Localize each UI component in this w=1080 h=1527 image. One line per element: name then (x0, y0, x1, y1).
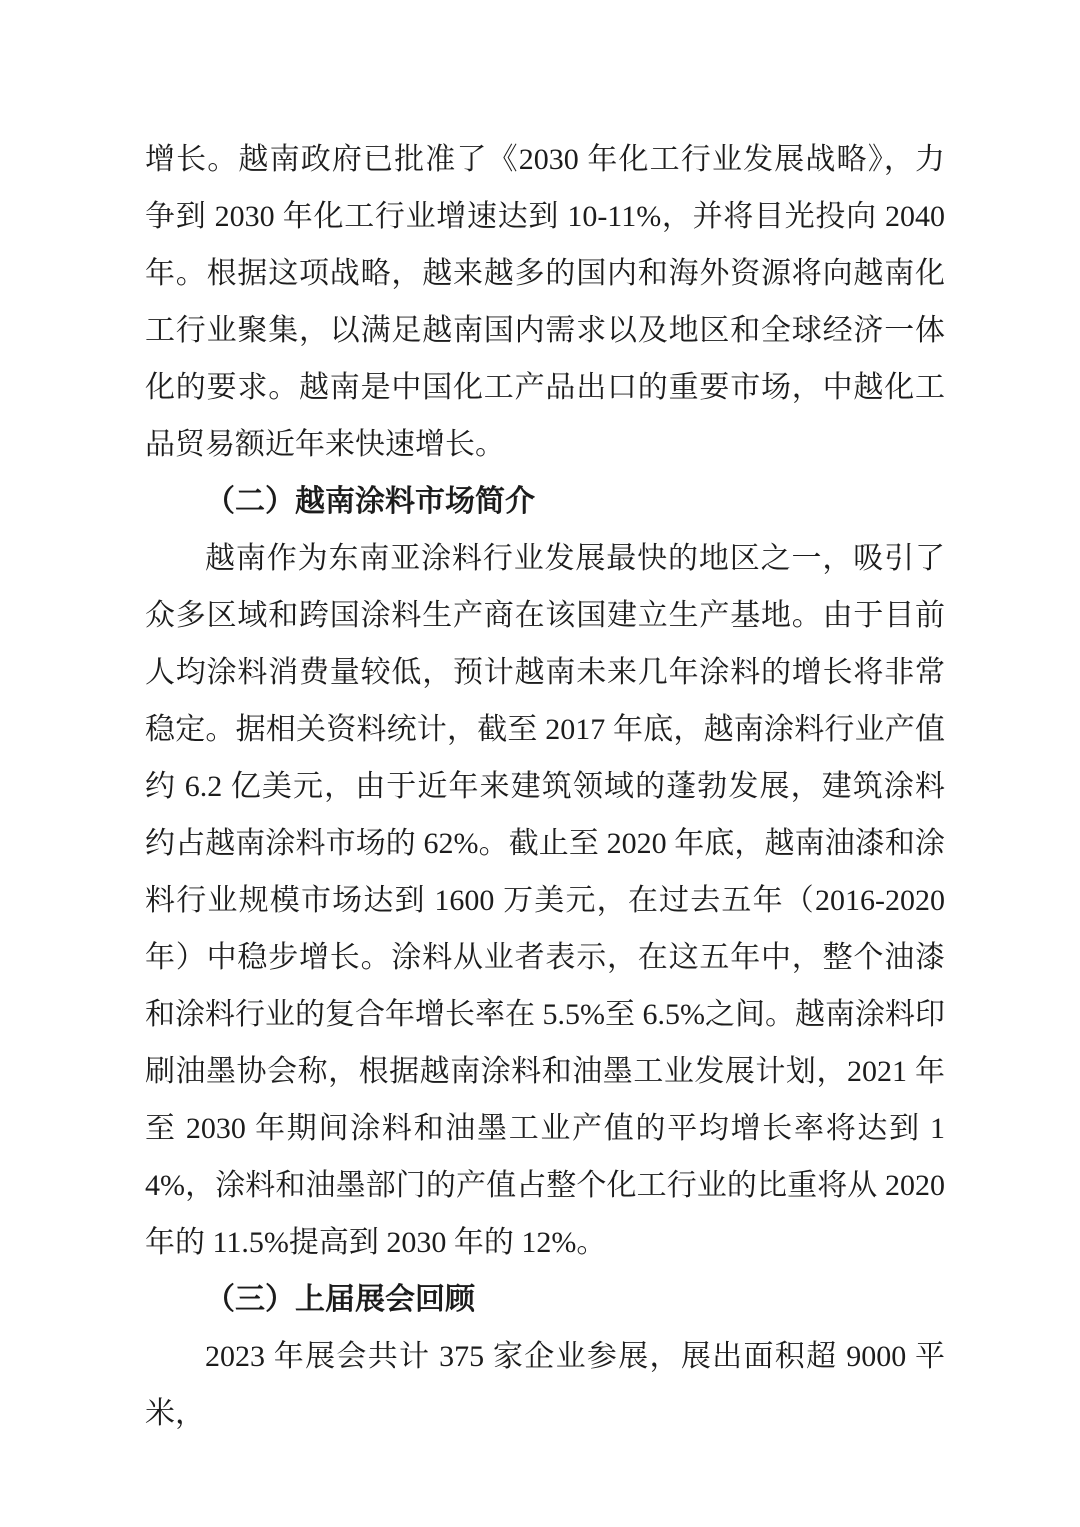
paragraph-vietnam-chemical-industry: 增长。越南政府已批准了《2030 年化工行业发展战略》，力争到 2030 年化工行业增速达到 10-11%，并将目光投向 2040 年。根据这项战略，越来越多的国内和海外资源将向越南化工行业聚集，以满足越南国内需求以及地区和全球经济一体化的要求。越南是中国化工产品出口的重要市场，中越化工品贸易额近年来快速增长。 (145, 143, 945, 461)
paragraph-vietnam-coatings-market: 越南作为东南亚涂料行业发展最快的地区之一，吸引了众多区域和跨国涂料生产商在该国建立生产基地。由于目前人均涂料消费量较低，预计越南未来几年涂料的增长将非常稳定。据相关资料统计，截至 2017 年底，越南涂料行业产值约 6.2 亿美元，由于近年来建筑领域的蓬勃发展，建筑涂料约占越南涂料市场的 62%。截止至 2020 年底，越南油漆和涂料行业规模市场达到 1600 万美元，在过去五年（2016-2020 年）中稳步增长。涂料从业者表示，在这五年中，整个油漆和涂料行业的复合年增长率在 5.5%至 6.5%之间。越南涂料印刷油墨协会称，根据越南涂料和油墨工业发展计划，2021 年至 2030 年期间涂料和油墨工业产值的平均增长率将达到 14%，涂料和油墨部门的产值占整个化工行业的比重将从 2020 年的 11.5%提高到 2030 年的 12%。 (145, 542, 945, 1259)
paragraph-previous-exhibition-review: 2023 年展会共计 375 家企业参展，展出面积超 9000 平米， (145, 1340, 945, 1430)
section-heading-vietnam-coatings-market: （二）越南涂料市场简介 (205, 485, 535, 518)
document-content (145, 131, 945, 1442)
section-heading-previous-exhibition-review: （三）上届展会回顾 (205, 1283, 475, 1316)
